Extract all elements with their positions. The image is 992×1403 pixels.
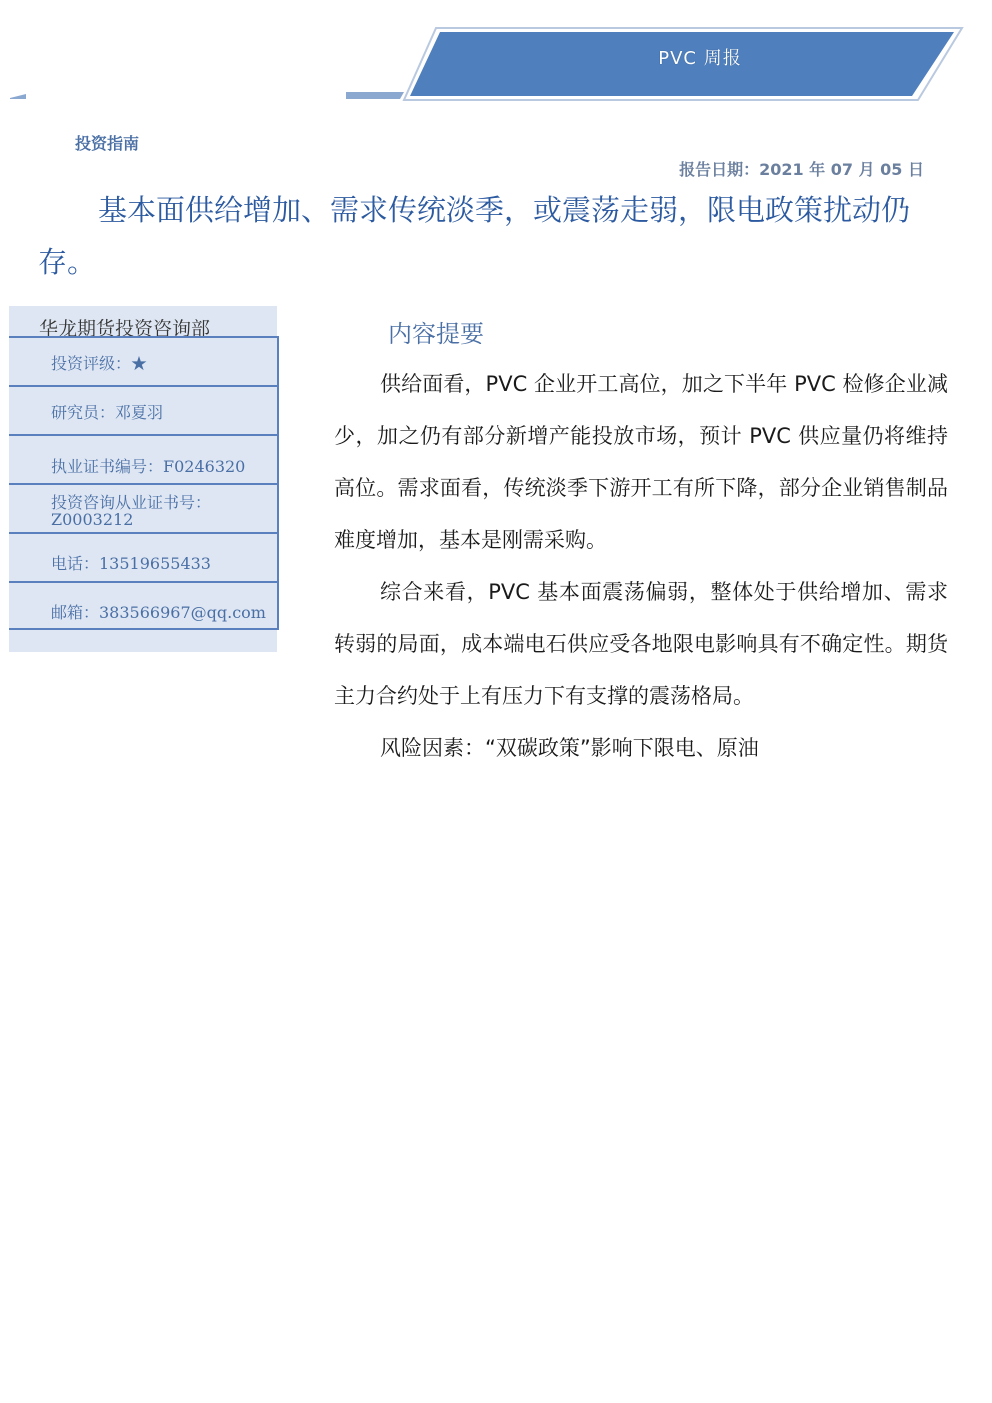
info-row-label: 邮箱：383566967@qq.com [51,603,266,622]
headline: 基本面供给增加、需求传统淡季，或震荡走弱，限电政策扰动仍存。 [38,193,911,279]
info-row-label: 投资咨询从业证书号：Z0003212 [51,493,212,529]
mid-accent-bar [346,92,404,99]
report-date: 报告日期：2021 年 07 月 05 日 [679,160,924,179]
summary-paragraph: 供给面看，PVC 企业开工高位，加之下半年 PVC 检修企业减少，加之仍有部分新增产能投放市场，预计 PVC 供应量仍将维持高位。需求面看，传统淡季下游开工有所下降，部分企业销售制品难度增加，基本是刚需采购。 [334,372,948,552]
summary-paragraph: 综合来看，PVC 基本面震荡偏弱，整体处于供给增加、需求转弱的局面，成本端电石供应受各地限电影响具有不确定性。期货主力合约处于上有压力下有支撑的震荡格局。 [334,580,948,708]
info-panel-title: 华龙期货投资咨询部 [39,318,211,340]
info-rows [9,336,279,630]
info-row-label: 投资评级：★ [51,354,148,373]
info-row-rating [9,336,279,385]
info-row-label: 执业证书编号：F0246320 [51,457,246,476]
banner-title: PVC 周报 [658,48,742,69]
summary-title: 内容提要 [388,320,484,348]
info-row-label: 研究员：邓夏羽 [51,403,164,422]
info-row-researcher [9,385,279,434]
summary-body [334,358,948,774]
summary-paragraph: 风险因素：“双碳政策”影响下限电、原油 [380,736,759,760]
info-row-phone [9,532,279,581]
section-tag: 投资指南 [75,134,140,153]
info-row-consult-license [9,483,279,532]
info-row-email [9,581,279,630]
info-panel [9,306,277,652]
left-accent-bar [10,94,26,99]
info-row-license [9,434,279,483]
info-row-label: 电话：13519655433 [51,554,211,573]
header-banner-graphic [0,0,992,110]
